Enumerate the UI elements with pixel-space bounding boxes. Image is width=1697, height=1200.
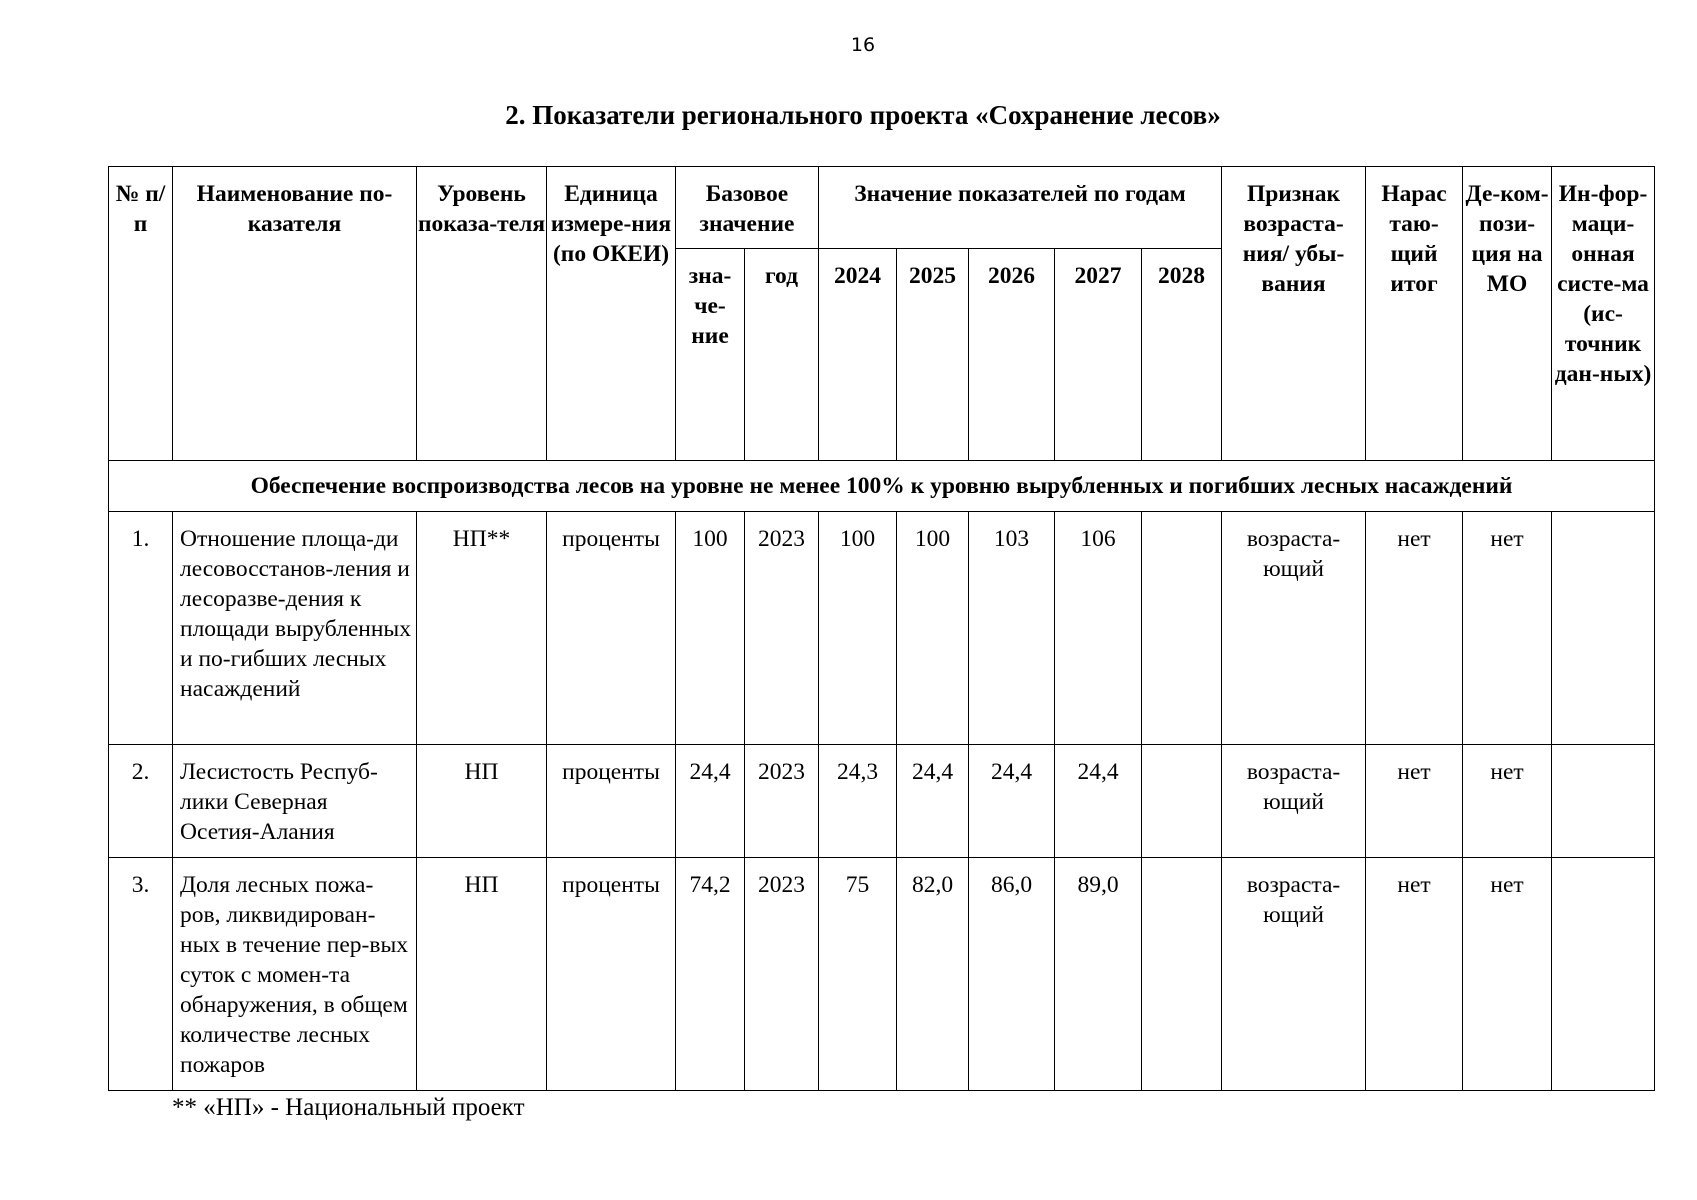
- row-decomposition: нет: [1463, 858, 1552, 1091]
- header-info-system: Ин-фор-маци-онная систе-ма (ис-точник дан-ных): [1552, 167, 1655, 461]
- row-base-year: 2023: [745, 512, 819, 745]
- row-cumulative: нет: [1366, 745, 1463, 858]
- header-decomposition: Де-ком-пози-ция на МО: [1463, 167, 1552, 461]
- header-trend: Признак возраста-ния/ убы-вания: [1222, 167, 1366, 461]
- row-decomposition: нет: [1463, 745, 1552, 858]
- row-name: Отношение площа-ди лесовосстанов-ления и лесоразве-дения к площади вырубленных и по-гибших лесных насаждений: [173, 512, 417, 745]
- row-value-2026: 103: [969, 512, 1055, 745]
- row-value-2028: [1142, 858, 1222, 1091]
- row-name: Лесистость Респуб-лики Северная Осетия-Алания: [173, 745, 417, 858]
- row-num: 1.: [109, 512, 173, 745]
- row-name: Доля лесных пожа-ров, ликвидирован-ных в течение пер-вых суток с момен-та обнаружения, в общем количестве лесных пожаров: [173, 858, 417, 1091]
- row-value-2024: 24,3: [819, 745, 897, 858]
- header-year-2025: 2025: [897, 249, 969, 461]
- header-year-2026: 2026: [969, 249, 1055, 461]
- indicators-table: [108, 166, 1655, 1091]
- row-cumulative: нет: [1366, 512, 1463, 745]
- row-info-system: [1552, 858, 1655, 1091]
- row-num: 3.: [109, 858, 173, 1091]
- row-unit: проценты: [547, 858, 676, 1091]
- row-value-2027: 106: [1055, 512, 1142, 745]
- row-trend: возраста-ющий: [1222, 512, 1366, 745]
- row-info-system: [1552, 745, 1655, 858]
- header-level: Уровень показа-теля: [417, 167, 547, 461]
- row-base-year: 2023: [745, 745, 819, 858]
- row-trend: возраста-ющий: [1222, 858, 1366, 1091]
- row-value-2026: 24,4: [969, 745, 1055, 858]
- row-level: НП**: [417, 512, 547, 745]
- header-base: Базовое значение: [676, 167, 819, 249]
- row-unit: проценты: [547, 512, 676, 745]
- header-year-2027: 2027: [1055, 249, 1142, 461]
- row-value-2025: 82,0: [897, 858, 969, 1091]
- row-value-2025: 24,4: [897, 745, 969, 858]
- row-decomposition: нет: [1463, 512, 1552, 745]
- row-value-2024: 100: [819, 512, 897, 745]
- header-num: № п/п: [109, 167, 173, 461]
- row-value-2028: [1142, 745, 1222, 858]
- row-value-2026: 86,0: [969, 858, 1055, 1091]
- page-number: 16: [850, 34, 876, 56]
- row-base-value: 74,2: [676, 858, 745, 1091]
- row-value-2028: [1142, 512, 1222, 745]
- row-base-value: 24,4: [676, 745, 745, 858]
- header-year-2024: 2024: [819, 249, 897, 461]
- footnote: ** «НП» - Национальный проект: [172, 1094, 525, 1121]
- row-num: 2.: [109, 745, 173, 858]
- row-value-2027: 24,4: [1055, 745, 1142, 858]
- header-base-value: зна-че-ние: [676, 249, 745, 461]
- row-level: НП: [417, 858, 547, 1091]
- document-title: 2. Показатели регионального проекта «Сохранение лесов»: [505, 100, 1221, 130]
- header-year-2028: 2028: [1142, 249, 1222, 461]
- row-unit: проценты: [547, 745, 676, 858]
- header-unit: Единица измере-ния (по ОКЕИ): [547, 167, 676, 461]
- row-info-system: [1552, 512, 1655, 745]
- row-level: НП: [417, 745, 547, 858]
- table-row: [109, 858, 1655, 1091]
- table-row: [109, 512, 1655, 745]
- row-value-2024: 75: [819, 858, 897, 1091]
- row-base-year: 2023: [745, 858, 819, 1091]
- row-cumulative: нет: [1366, 858, 1463, 1091]
- header-name: Наименование по-казателя: [173, 167, 417, 461]
- row-value-2027: 89,0: [1055, 858, 1142, 1091]
- header-cumulative: Нарас таю-щий итог: [1366, 167, 1463, 461]
- section-heading: Обеспечение воспроизводства лесов на уровне не менее 100% к уровню вырубленных и погибших лесных насаждений: [109, 461, 1655, 512]
- header-base-year: год: [745, 249, 819, 461]
- row-value-2025: 100: [897, 512, 969, 745]
- table-row: [109, 745, 1655, 858]
- row-trend: возраста-ющий: [1222, 745, 1366, 858]
- row-base-value: 100: [676, 512, 745, 745]
- header-values-by-year: Значение показателей по годам: [819, 167, 1222, 249]
